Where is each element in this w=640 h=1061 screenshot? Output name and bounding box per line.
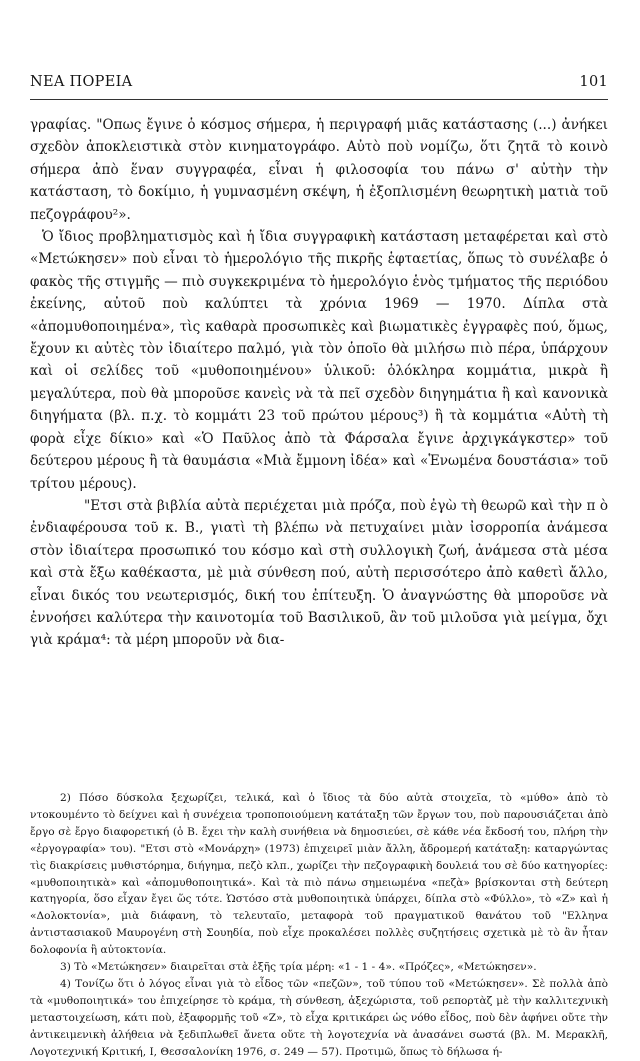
main-text [30,114,608,652]
running-header [30,74,608,96]
header-rule [30,99,608,100]
footnotes [30,790,608,1061]
running-title: ΝΕΑ ΠΟΡΕΙΑ [30,74,133,90]
footnote: 4) Τονίζω ὅτι ὁ λόγος εἶναι γιὰ τὸ εἶδος τῶν «πεζῶν», τοῦ τύπου τοῦ «Μετώκησεν». Σὲ πολλὰ ἀπὸ τὰ «μυθοποιητικά» του ἐπιχείρησε τὸ κράμα, τὴ σύνθεση, ἀξεχώριστα, τοῦ ρεπορτὰζ μὲ τὴν καλλιτεχνικὴ μεταστοιχείωση, κάτι ποὺ, ἐξαφορμῆς τοῦ «Ζ», τὸ εἶχα κριτικάρει ὡς νόθο εἶδος, ποὺ δὲν ἀφήνει οὔτε τὴν ἀντικειμενικὴ ἀλήθεια νὰ ξεδιπλωθεῖ ἄνετα οὔτε τὴ λογοτεχνία νὰ ἀνασάνει σωστά (βλ. Μ. Μερακλῆ, Λογοτεχνική Κριτική, Ι, Θεσσαλονίκη 1976, σ. 249 — 57). Προτιμῶ, ὅπως τὸ δήλωσα ή- [30,977,608,1058]
paragraph: γραφίας. "Οπως ἔγινε ὁ κόσμος σήμερα, ἡ περιγραφή μιᾶς κατάστασης (...) ἀνήκει σχεδὸν ἀποκλειστικὰ στὸν κινηματογράφο. Αὐτὸ ποὺ νομίζω, ὅτι ζητᾶ τὸ κοινὸ σήμερα ἀπὸ ἕναν συγγραφέα, εἶναι ἡ φιλοσοφία του πάνω σ' αὐτὴν τὴν κατάσταση, τὸ δοκίμιο, ἡ γυμνασμένη σκέψη, ἡ ἐξοπλισμένη θεωρητικὴ ματιὰ τοῦ πεζογράφου²». [30,117,608,223]
page-number: 101 [579,74,608,90]
footnote: 3) Τὸ «Μετώκησεν» διαιρεῖται στὰ ἑξῆς τρία μέρη: «1 - 1 - 4». «Πρόζες», «Μετώκησεν». [60,961,537,974]
paragraph: Ὁ ἴδιος προβληματισμὸς καὶ ἡ ἴδια συγγραφικὴ κατάσταση μεταφέρεται καὶ στὸ «Μετώκησεν» ποὺ εἶναι τὸ ἡμερολόγιο τῆς πικρῆς ἑφταετίας, ὅπως τὸ συνέλαβε ὁ φακὸς τῆς στιγμῆς — πιὸ συγκεκριμένα τὸ ἡμερολόγιο ἑνὸς τμήματος τῆς περιόδου ἐκείνης, αὐτοῦ ποὺ καλύπτει τὰ χρόνια 1969 — 1970. Δίπλα στὰ «ἀπομυθοποιημένα», τὶς καθαρὰ προσωπικὲς καὶ βιωματικὲς ἐγγραφὲς πού, ὅμως, ἔχουν κι αὐτὲς τὸν ἰδιαίτερο παλμό, γιὰ τὸν ὁποῖο θὰ μιλήσω πιὸ πέρα, ὑπάρχουν καὶ οἱ σελίδες τοῦ «μυθοποιημένου» ὑλικοῦ: ὁλόκληρα κομμάτια, μικρὰ ἢ μεγαλύτερα, ποὺ θὰ μποροῦσε κανεὶς νὰ τὰ πεῖ σχεδὸν διηγημάτια ἢ καὶ κανονικὰ διηγήματα (βλ. π.χ. τὸ κομμάτι 23 τοῦ πρώτου μέρους³) ἢ τὰ κομμάτια «Αὐτὴ τὴ φορὰ εἶχε δίκιο» καὶ «Ὁ Παῦλος ἀπὸ τὰ Φάρσαλα ἔγινε ἀρχιγκάγκστερ» τοῦ δεύτερου μέρους ἢ τὰ θαυμάσια «Μιὰ ἔμμονη ἰδέα» καὶ «Ἑνωμένα δουστάσια» τοῦ τρίτου μέρους). [30,229,608,492]
paragraph: "Ετσι στὰ βιβλία αὐτὰ περιέχεται μιὰ πρόζα, ποὺ ἐγὼ τὴ θεωρῶ καὶ τὴν π ὸ ἐνδιαφέρουσα τοῦ κ. Β., γιατὶ τὴ βλέπω νὰ πετυχαίνει μιὰν ἰσορροπία ἀνάμεσα στὸν ἰδιαίτερα προσωπικό του κόσμο καὶ στὴ συλλογικὴ ζωή, ἀνάμεσα στὰ μέσα καὶ στὰ ἔξω καθέκαστα, μὲ μιὰ σύνθεση πού, αὐτὴ περισσότερο ἀπὸ καθετὶ ἄλλο, εἶναι δικός του νεωτερισμός, δική του ἐπίτευξη. Ὁ ἀναγνώστης θὰ μποροῦσε νὰ ἐννοήσει καλύτερα τὴν καινοτομία τοῦ Βασιλικοῦ, ἂν τοῦ μιλοῦσα γιὰ μείγμα, ὄχι γιὰ κράμα⁴: τὰ μέρη μποροῦν νὰ δια- [30,497,608,649]
footnote: 2) Πόσο δύσκολα ξεχωρίζει, τελικά, καὶ ὁ ἴδιος τὰ δύο αὐτὰ στοιχεῖα, τὸ «μύθο» ἀπὸ τὸ ντοκουμέντο τὸ δείχνει καὶ ἡ συνέχεια τροποποιούμενη κατάταξη τῶν ἔργων του, ποὺ παρουσιάζεται ἀπὸ ἔργο σὲ ἔργο διαφορετική (ὁ Β. ἔχει τὴν καλὴ συνήθεια νὰ δημοσιεύει, σὲ κάθε νέα ἔκδοσή του, πλήρη τὴν «ἐργογραφία» του). "Ετσι στὸ «Μονάρχη» (1973) ἐπιχειρεῖ μιὰν ἄλλη, ἄδρομερή κατάταξη: καταργώντας τὶς διακρίσεις μυθιστόρημα, διήγημα, πεζὸ κλπ., χωρίζει τὴν πεζογραφικὴ δουλειά του σὲ δύο κατηγορίες: «μυθοποιητικὰ» καὶ «ἀπομυθοποιητικά». Καὶ τὰ πιὸ πάνω σημειωμένα «πεζὰ» βρίσκονται στὴ δεύτερη κατηγορία, ὅσο εἶχαν ἔγει ὥς τότε. Ὡστόσο στὰ μυθοποιητικὰ ὑπάρχει, δίπλα στὸ «Φύλλο», τὸ «Ζ» καὶ ἡ «Δολοκτονία», μιὰ διάφανη, τὸ τελευταῖο, μεταφορὰ τοῦ πραγματικοῦ θανάτου τοῦ "Ελληνα ἀντιστασιακοῦ Μαυρογένη στὴ Σουηδία, ποὺ εἶχε προκαλέσει πολλὲς συζητήσεις σχετικὰ μὲ τὸ ἂν ἦταν δολοφονία ἢ αὐτοκτονία. [30,792,608,957]
